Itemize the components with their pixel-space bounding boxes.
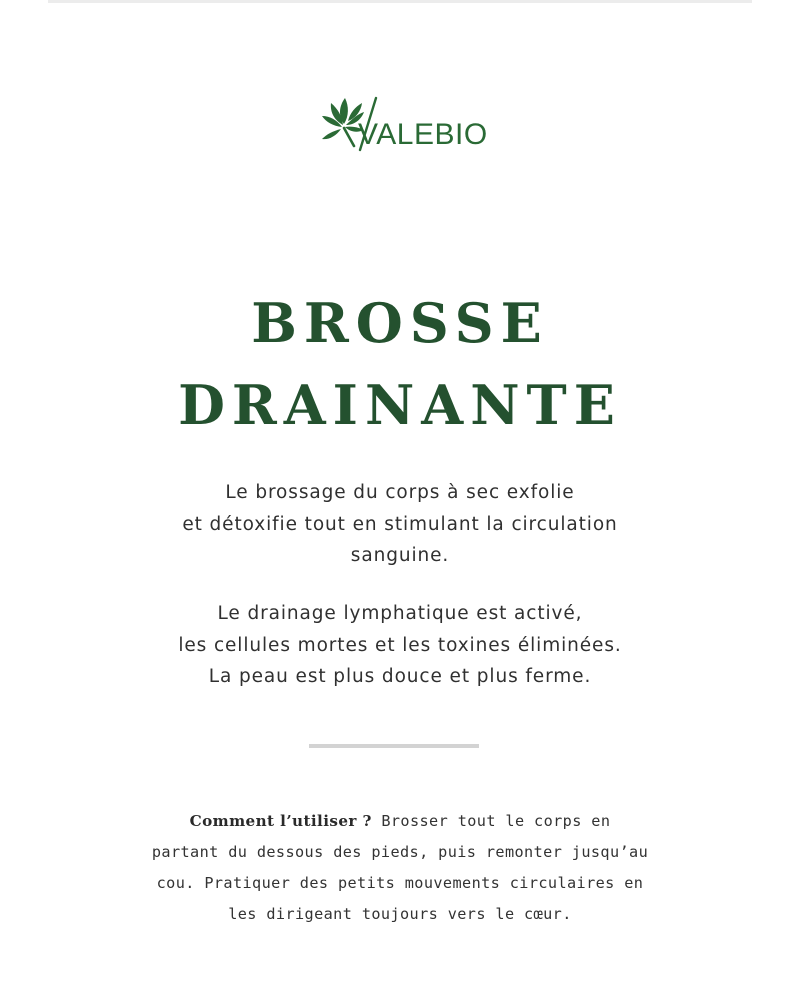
brand-logo[interactable] xyxy=(0,88,800,154)
benefits-paragraph xyxy=(0,598,800,693)
title-line-2: DRAINANTE xyxy=(178,373,622,437)
title-line-1: BROSSE xyxy=(251,291,549,355)
top-divider xyxy=(48,0,752,3)
intro-line-2: et détoxifie tout en stimulant la circulation xyxy=(182,513,618,535)
usage-line-1 xyxy=(0,806,800,837)
usage-line-4: les dirigeant toujours vers le cœur. xyxy=(228,905,572,923)
intro-line-1: Le brossage du corps à sec exfolie xyxy=(225,482,575,503)
intro-line-3: sanguine. xyxy=(350,545,450,566)
usage-line-1-text: Brosser tout le corps en xyxy=(371,812,611,830)
usage-line-3: cou. Pratiquer des petits mouvements circulaires en xyxy=(156,874,644,892)
benefits-line-3: La peau est plus douce et plus ferme. xyxy=(208,666,592,687)
brand-name: VALEBIO xyxy=(358,118,488,151)
section-divider xyxy=(309,744,479,748)
intro-paragraph xyxy=(0,477,800,572)
usage-line-2: partant du dessous des pieds, puis remonter jusqu’au xyxy=(151,843,649,861)
benefits-line-2: les cellules mortes et les toxines éliminées. xyxy=(178,634,622,656)
logo-mark xyxy=(320,88,488,154)
usage-heading: Comment l’utiliser ? xyxy=(189,812,372,830)
benefits-line-1: Le drainage lymphatique est activé, xyxy=(217,603,583,624)
usage-paragraph xyxy=(0,806,800,930)
page-title xyxy=(0,282,800,446)
